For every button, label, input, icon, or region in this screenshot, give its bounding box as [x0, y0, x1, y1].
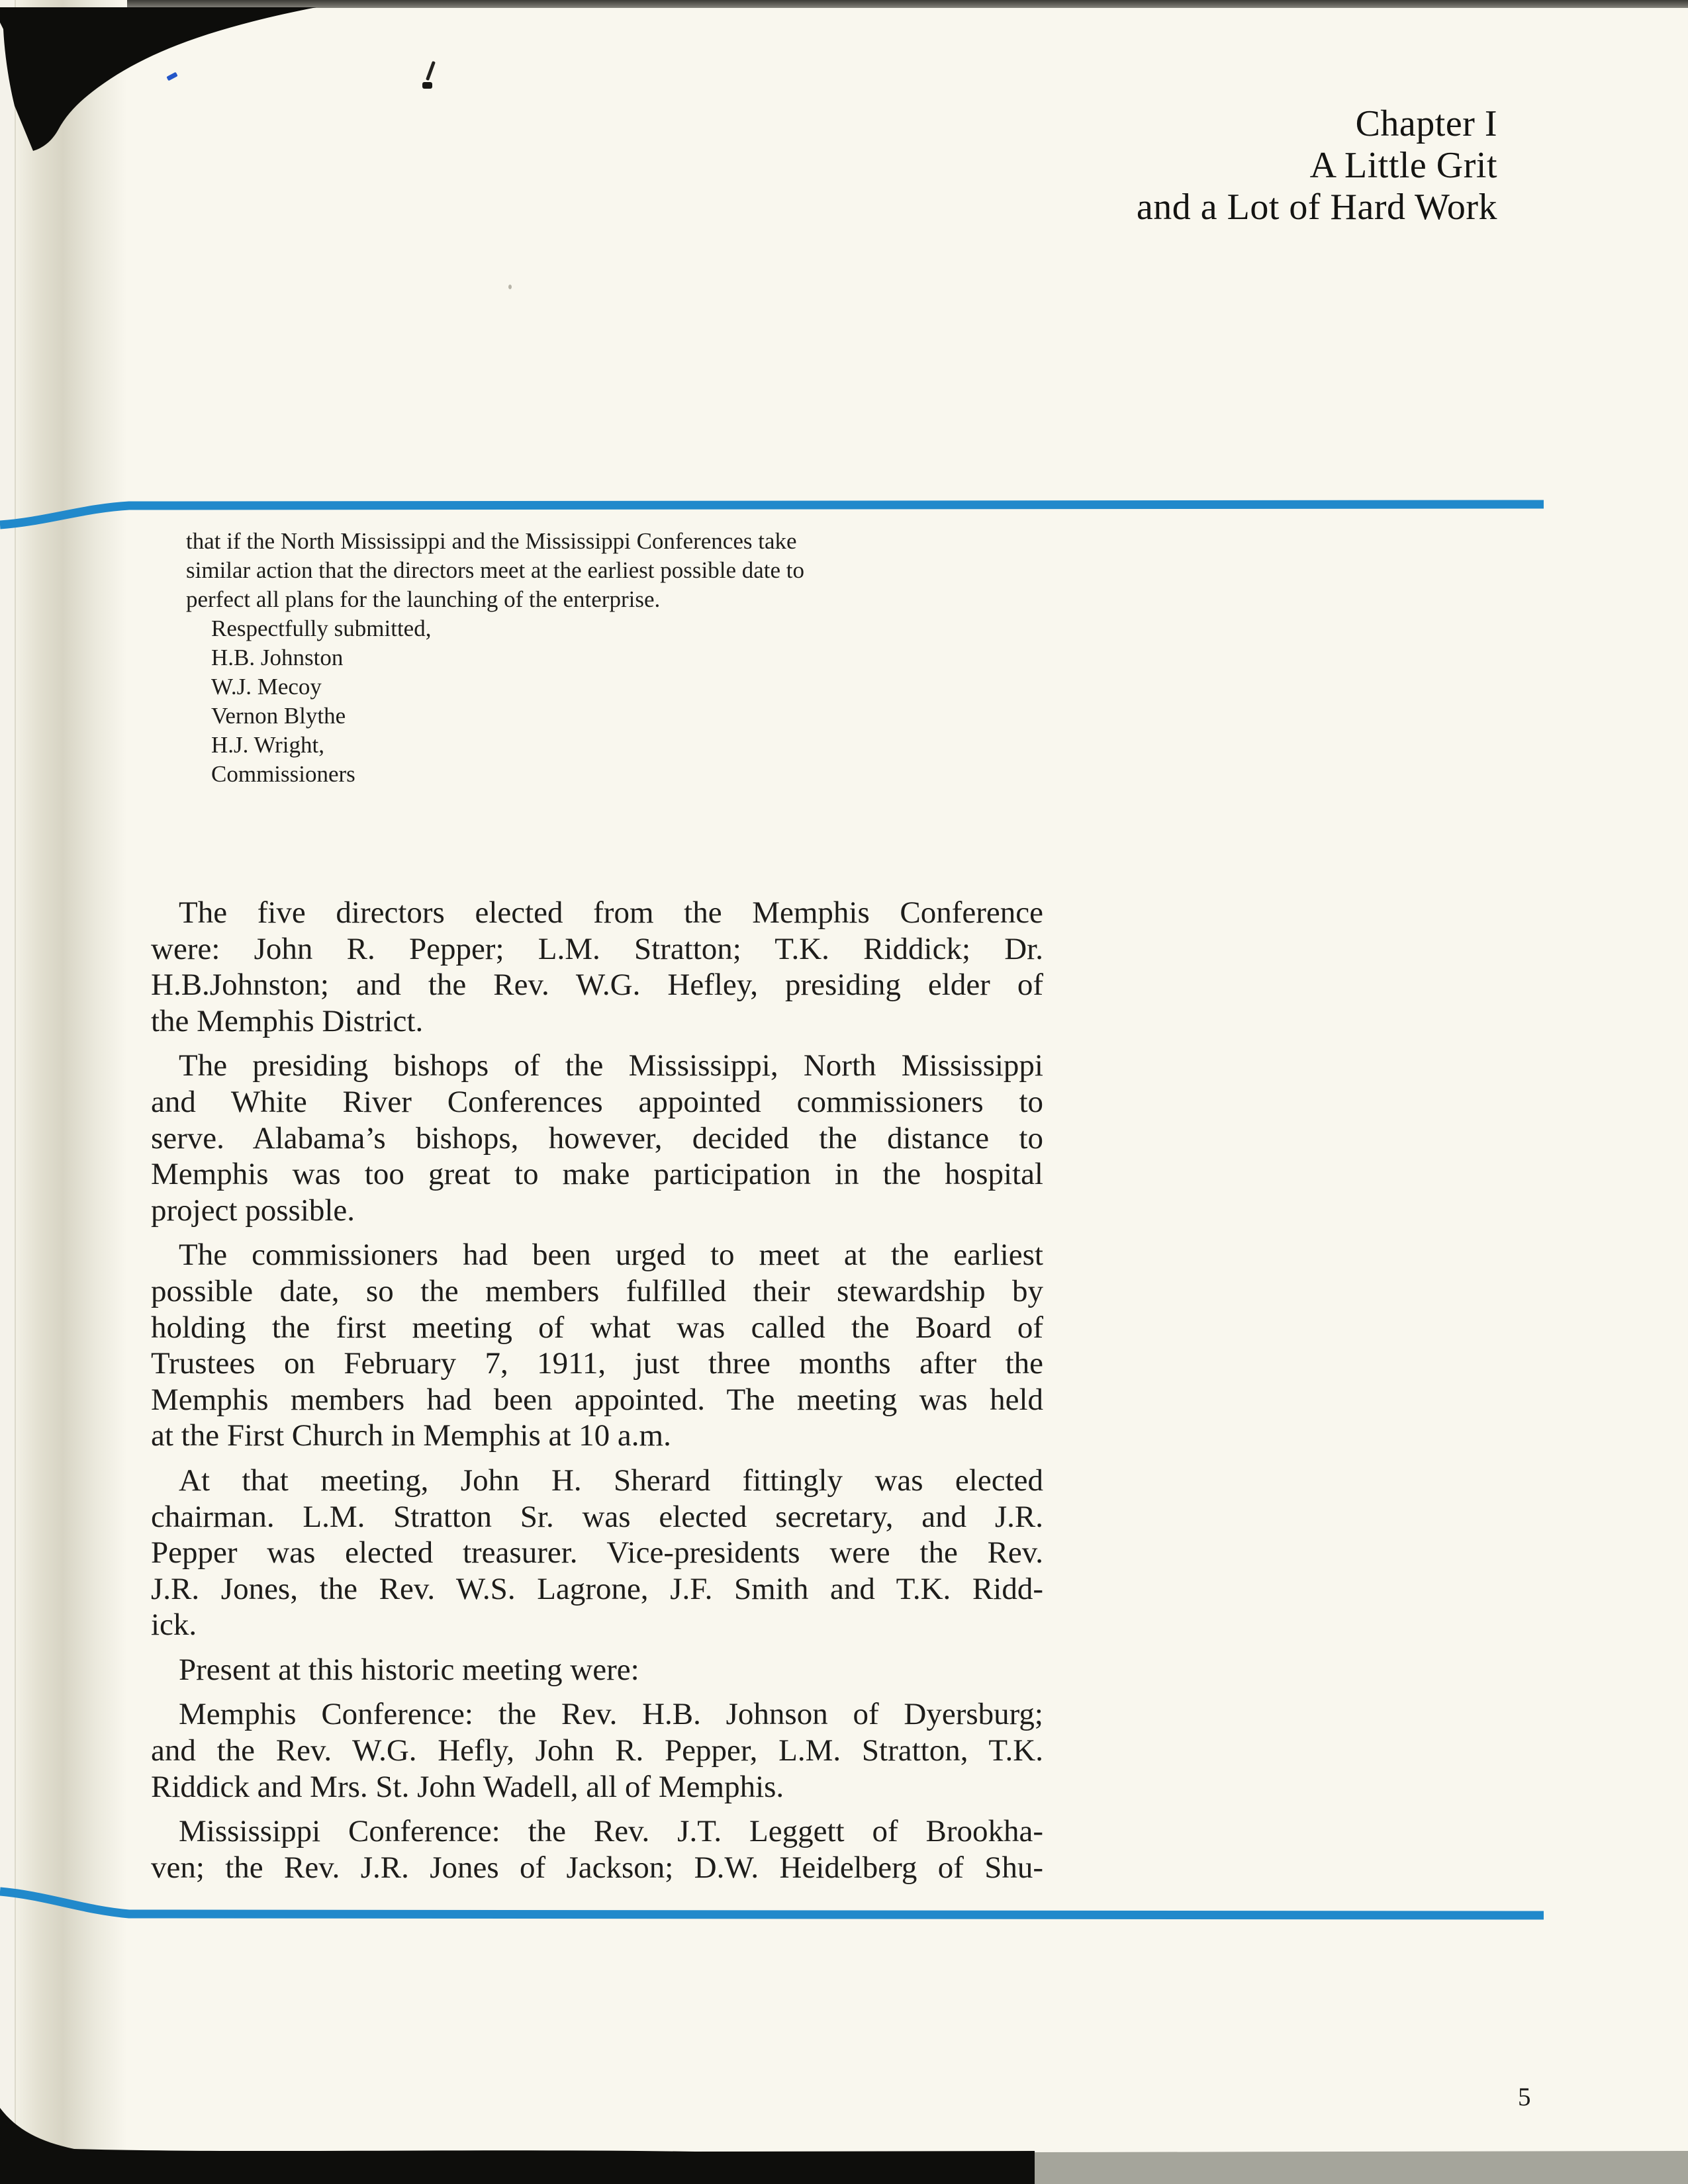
- body-text-line: project possible.: [151, 1193, 355, 1228]
- chapter-heading-line: Chapter I: [1355, 103, 1497, 144]
- body-text-line: Pepper was elected treasurer. Vice-presidents were the Rev.: [151, 1535, 1043, 1570]
- body-text-line: The presiding bishops of the Mississippi, North Mississippi: [179, 1048, 1043, 1083]
- chapter-heading-line: A Little Grit: [1309, 145, 1497, 186]
- chapter-heading: [1137, 103, 1497, 228]
- body-text-line: Mississippi Conference: the Rev. J.T. Leggett of Brookha-: [179, 1814, 1043, 1849]
- body-text-line: ven; the Rev. J.R. Jones of Jackson; D.W. Heidelberg of Shu-: [151, 1850, 1043, 1885]
- quote-line: that if the North Mississippi and the Mississippi Conferences take: [186, 528, 797, 554]
- quote-signature-line: W.J. Mecoy: [211, 674, 322, 700]
- body-text-column: [151, 895, 1043, 1894]
- scanner-edge-top: [0, 0, 1688, 8]
- ink-smudge-stroke: [426, 61, 436, 81]
- blue-pen-mark: [166, 72, 177, 81]
- body-text-line: Memphis members had been appointed. The meeting was held: [151, 1382, 1043, 1417]
- body-text-line: and White River Conferences appointed commissioners to: [151, 1084, 1043, 1119]
- quote-signature-line: Vernon Blythe: [211, 703, 346, 729]
- body-paragraph: [151, 1813, 1043, 1886]
- body-paragraph: [151, 1463, 1043, 1643]
- body-text-line: Present at this historic meeting were:: [179, 1652, 639, 1687]
- body-text-line: possible date, so the members fulfilled their stewardship by: [151, 1273, 1043, 1308]
- chapter-heading-line: and a Lot of Hard Work: [1136, 187, 1497, 228]
- body-paragraph: [151, 1237, 1043, 1454]
- bottom-blue-rule: [0, 1891, 1544, 1915]
- quote-line: similar action that the directors meet at the earliest possible date to: [186, 557, 804, 583]
- body-text-line: H.B.Johnston; and the Rev. W.G. Hefley, presiding elder of: [151, 968, 1043, 1003]
- bottom-dark-strip: [0, 2108, 1035, 2184]
- quote-signature-line: Respectfully submitted,: [211, 615, 432, 641]
- body-text-line: the Memphis District.: [151, 1003, 424, 1038]
- body-paragraph: [151, 1696, 1043, 1805]
- body-text-line: J.R. Jones, the Rev. W.S. Lagrone, J.F. Smith and T.K. Ridd-: [151, 1571, 1043, 1606]
- body-text-line: At that meeting, John H. Sherard fittingly was elected: [179, 1463, 1043, 1498]
- bottom-gray-strip: [1035, 2151, 1688, 2184]
- underlying-page-edge: [0, 0, 16, 2184]
- page-number: 5: [1518, 2083, 1531, 2111]
- body-text-line: were: John R. Pepper; L.M. Stratton; T.K. Riddick; Dr.: [151, 931, 1043, 966]
- quote-signature-line: H.B. Johnston: [211, 645, 344, 670]
- body-text-line: Memphis Conference: the Rev. H.B. Johnson of Dyersburg;: [179, 1697, 1043, 1732]
- body-text-line: The commissioners had been urged to meet at the earliest: [179, 1238, 1043, 1273]
- body-text-line: Trustees on February 7, 1911, just three months after the: [151, 1346, 1043, 1381]
- ink-smudge-blob: [422, 82, 432, 89]
- body-text-line: holding the first meeting of what was called the Board of: [151, 1310, 1043, 1345]
- body-text-line: The five directors elected from the Memphis Conference: [179, 895, 1043, 930]
- body-paragraph: [151, 1048, 1043, 1228]
- body-text-line: at the First Church in Memphis at 10 a.m.: [151, 1418, 671, 1453]
- body-paragraph: [151, 895, 1043, 1039]
- scan-speck: [508, 285, 512, 289]
- quote-signature-line: H.J. Wright,: [211, 732, 325, 758]
- body-text-line: Memphis was too great to make participation in the hospital: [151, 1157, 1043, 1192]
- body-paragraph: [151, 1652, 1043, 1688]
- spine-gutter-shading: [16, 0, 127, 2184]
- body-text-line: serve. Alabama’s bishops, however, decided the distance to: [151, 1120, 1043, 1156]
- top-blue-rule: [0, 504, 1544, 525]
- report-quote-block: [186, 527, 927, 789]
- quote-signature-line: Commissioners: [211, 761, 355, 787]
- body-text-line: Riddick and Mrs. St. John Wadell, all of Memphis.: [151, 1769, 784, 1804]
- body-text-line: chairman. L.M. Stratton Sr. was elected secretary, and J.R.: [151, 1499, 1043, 1534]
- body-text-line: ick.: [151, 1608, 197, 1643]
- quote-line: perfect all plans for the launching of the enterprise.: [186, 586, 661, 612]
- body-text-line: and the Rev. W.G. Hefly, John R. Pepper, L.M. Stratton, T.K.: [151, 1733, 1043, 1768]
